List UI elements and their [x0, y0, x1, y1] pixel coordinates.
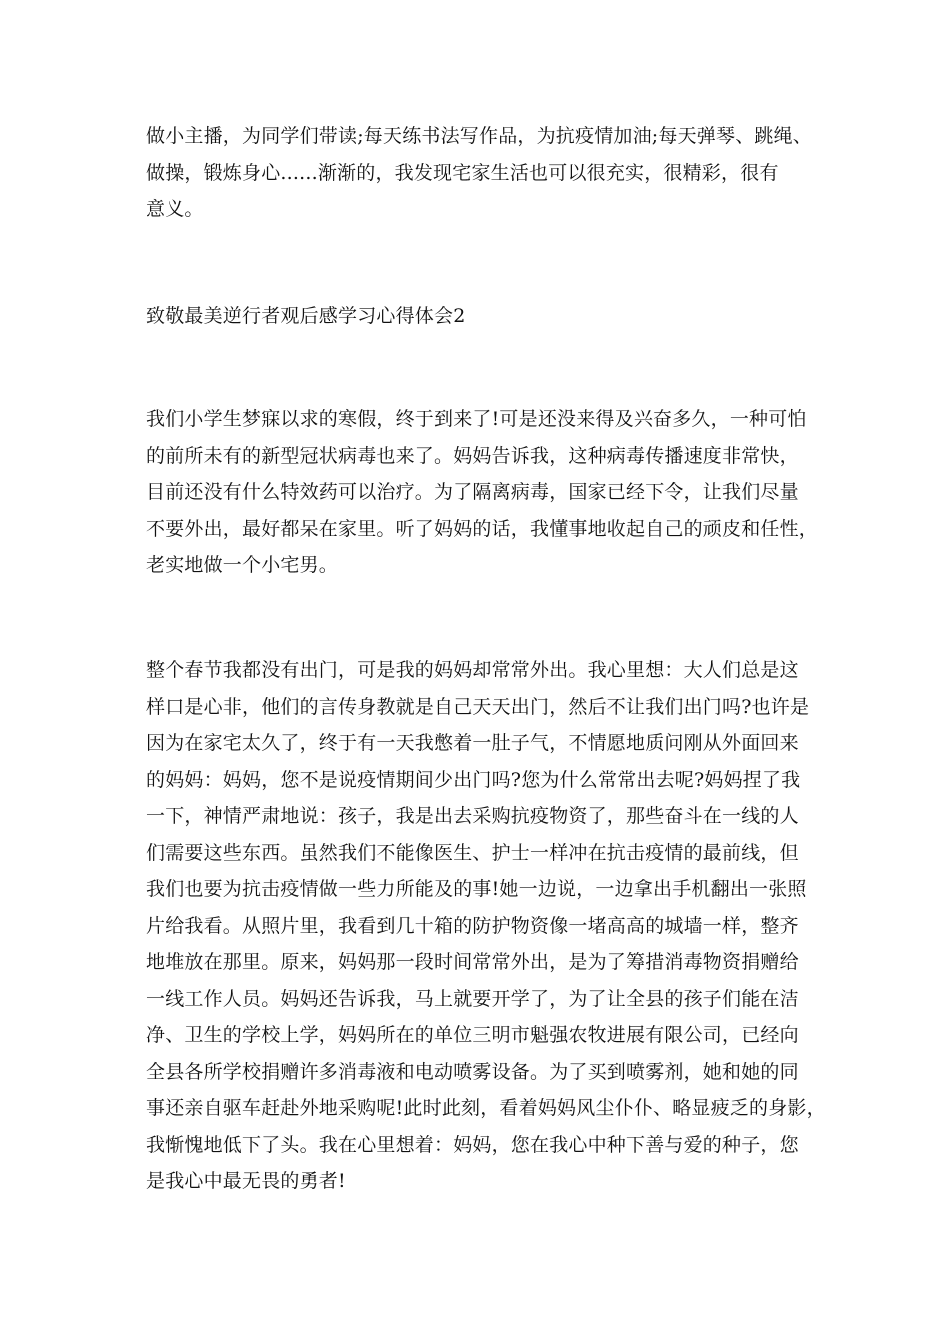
paragraph-line: 地堆放在那里。原来，妈妈那一段时间常常外出，是为了筹措消毒物资捐赠给	[146, 951, 799, 973]
paragraph-1	[146, 118, 816, 228]
section-heading-text: 致敬最美逆行者观后感学习心得体会2	[146, 305, 466, 327]
paragraph-line: 意义。	[146, 198, 204, 220]
paragraph-line: 目前还没有什么特效药可以治疗。为了隔离病毒，国家已经下令，让我们尽量	[146, 481, 799, 503]
paragraph-line: 老实地做一个小宅男。	[146, 554, 339, 576]
paragraph-line: 因为在家宅太久了，终于有一天我憋着一肚子气，不情愿地质问刚从外面回来	[146, 732, 799, 754]
paragraph-line: 不要外出，最好都呆在家里。听了妈妈的话，我懂事地收起自己的顽皮和任性，	[146, 517, 819, 540]
paragraph-line: 一下，神情严肃地说：孩子，我是出去采购抗疫物资了，那些奋斗在一线的人	[146, 805, 799, 827]
section-heading	[146, 298, 816, 335]
paragraph-line: 整个春节我都没有出门，可是我的妈妈却常常外出。我心里想：大人们总是这	[146, 659, 799, 681]
paragraph-line: 样口是心非，他们的言传身教就是自己天天出门，然后不让我们出门吗?也许是	[146, 695, 810, 718]
paragraph-line: 是我心中最无畏的勇者!	[146, 1170, 346, 1192]
paragraph-line: 片给我看。从照片里，我看到几十箱的防护物资像一堵高高的城墙一样，整齐	[146, 914, 799, 937]
paragraph-line: 全县各所学校捐赠许多消毒液和电动喷雾设备。为了买到喷雾剂，她和她的同	[146, 1060, 799, 1083]
paragraph-line: 我们小学生梦寐以求的寒假，终于到来了!可是还没来得及兴奋多久，一种可怕	[146, 408, 807, 430]
paragraph-2	[146, 401, 819, 584]
paragraph-line: 做小主播，为同学们带读;每天练书法写作品，为抗疫情加油;每天弹琴、跳绳、	[146, 125, 813, 147]
paragraph-line: 我们也要为抗击疫情做一些力所能及的事!她一边说，一边拿出手机翻出一张照	[146, 878, 807, 900]
paragraph-line: 净、卫生的学校上学，妈妈所在的单位三明市魁强农牧进展有限公司，已经向	[146, 1024, 799, 1046]
paragraph-line: 我惭愧地低下了头。我在心里想着：妈妈，您在我心中种下善与爱的种子，您	[146, 1133, 799, 1156]
paragraph-line: 们需要这些东西。虽然我们不能像医生、护士一样冲在抗击疫情的最前线，但	[146, 841, 799, 864]
paragraph-3	[146, 652, 826, 1200]
paragraph-line: 事还亲自驱车赶赴外地采购呢!此时此刻，看着妈妈风尘仆仆、略显疲乏的身影，	[146, 1097, 826, 1119]
paragraph-line: 的妈妈：妈妈，您不是说疫情期间少出门吗?您为什么常常出去呢?妈妈捏了我	[146, 768, 801, 791]
paragraph-line: 做操，锻炼身心......渐渐的，我发现宅家生活也可以很充实，很精彩，很有	[146, 161, 779, 184]
paragraph-line: 的前所未有的新型冠状病毒也来了。妈妈告诉我，这种病毒传播速度非常快，	[146, 444, 799, 467]
paragraph-line: 一线工作人员。妈妈还告诉我，马上就要开学了，为了让全县的孩子们能在洁	[146, 987, 799, 1010]
